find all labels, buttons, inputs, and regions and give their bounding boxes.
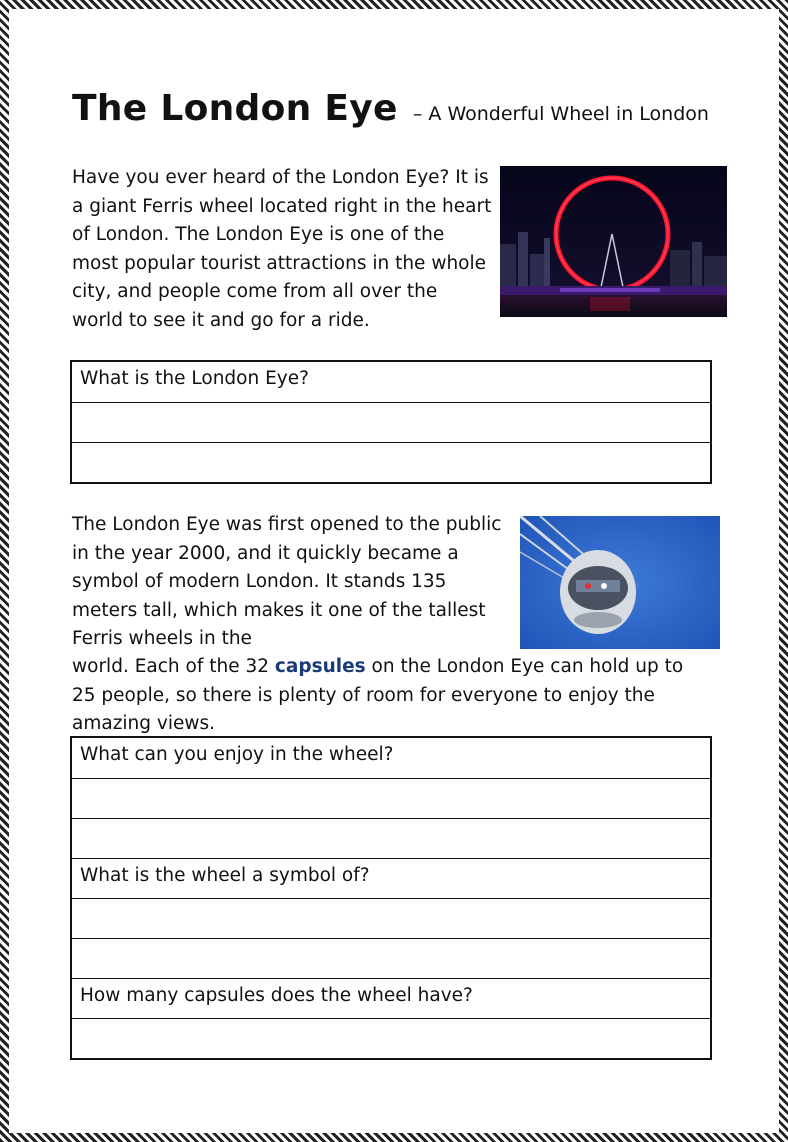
answer-line[interactable] (72, 1018, 710, 1058)
question-row: What is the wheel a symbol of? (72, 858, 710, 898)
intro-paragraph: Have you ever heard of the London Eye? It is a giant Ferris wheel located right in the heart of London. The London Eye is one of the most popular tourist attractions in the whole city, and people come from all over the world to see it and go for a ride. (72, 167, 492, 331)
title-line (72, 88, 709, 129)
question-row: How many capsules does the wheel have? (72, 978, 710, 1018)
answer-line[interactable] (72, 938, 710, 978)
answer-line[interactable] (72, 898, 710, 938)
answer-line[interactable] (72, 818, 710, 858)
capsules-text-end: on the London Eye can hold up to 25 people, so there is plenty of room for everyone to enjoy the amazing views. (72, 656, 684, 734)
london-eye-night-photo (500, 166, 727, 317)
page-subtitle: – A Wonderful Wheel in London (412, 103, 709, 125)
question-row: What is the London Eye? (80, 368, 309, 389)
capsules-paragraph (72, 653, 712, 739)
answer-line[interactable] (72, 778, 710, 818)
highlight-word-capsules: capsules (274, 656, 366, 677)
question-row: What can you enjoy in the wheel? (80, 744, 394, 765)
question-table-2 (70, 736, 712, 1060)
answer-line[interactable] (72, 442, 710, 482)
capsule-photo (520, 516, 720, 649)
page-title: The London Eye (72, 88, 398, 129)
answer-line[interactable] (72, 402, 710, 442)
history-paragraph: The London Eye was first opened to the public in the year 2000, and it quickly became a symbol of modern London. It stands 135 meters tall, which makes it one of the tallest Ferris wheels in the (72, 514, 502, 649)
capsules-text-start: world. Each of the 32 (72, 656, 275, 677)
question-table-1 (70, 360, 712, 484)
